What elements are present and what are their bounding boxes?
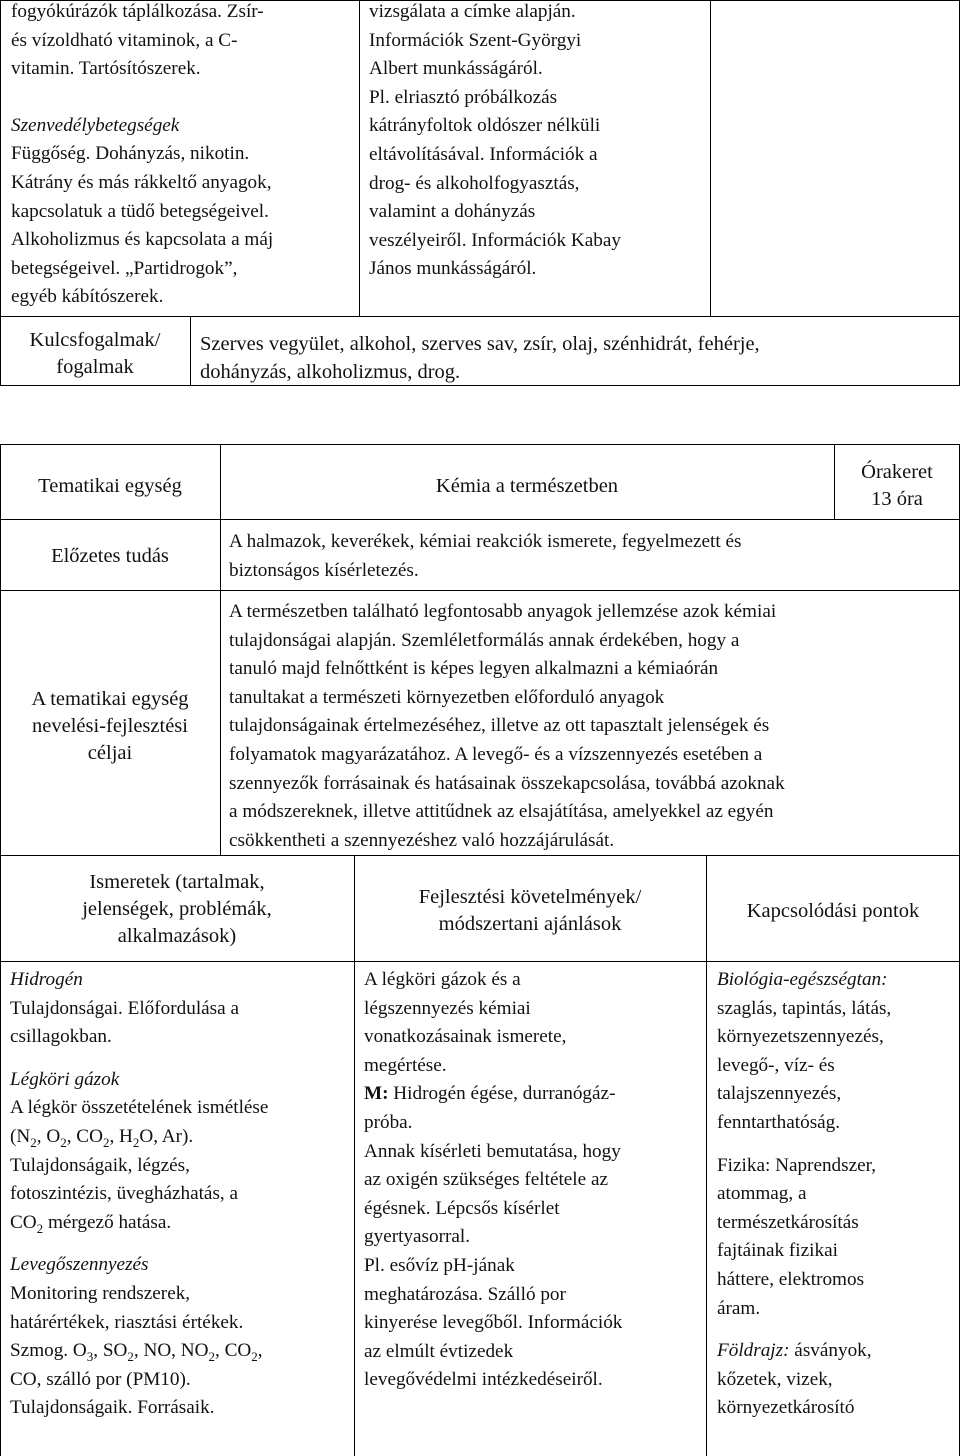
text-line: vonatkozásainak ismerete, (364, 1026, 567, 1048)
text-line: égésnek. Lépcsős kísérlet (364, 1197, 560, 1219)
table-border (0, 444, 960, 445)
prior-label: Előzetes tudás (51, 545, 169, 567)
text-line: fenntarthatóság. (717, 1111, 841, 1133)
knowledge-content (10, 966, 350, 1423)
text-line: vitamin. Tartósítószerek. (11, 58, 201, 80)
text-line: fajtáinak fizikai (717, 1240, 838, 1262)
text-line: A légköri gázok és a (364, 969, 521, 990)
column-header-connections: Kapcsolódási pontok (746, 900, 920, 922)
text-line: környezetkárosító (717, 1397, 855, 1419)
content-cell (11, 0, 356, 312)
text-line: légszennyezés kémiai (364, 997, 531, 1019)
text-line: folyamatok magyarázatához. A levegő- és a vízszennyezés esetében a (229, 743, 763, 765)
text-line: a módszereknek, illetve attitűdnek az elsajátítása, amelyekkel az egyén (229, 801, 774, 823)
text-line: Tulajdonságaik. Forrásaik. (10, 1397, 215, 1419)
label-line: nevelési-fejlesztési (32, 715, 188, 737)
text-fragment: ásványok, (789, 1340, 872, 1362)
requirements-content (364, 966, 704, 1395)
table-border (190, 316, 191, 386)
text-line: természetkárosítás (717, 1211, 859, 1233)
text-line: veszélyeiről. Információk Kabay (369, 229, 621, 251)
goals-label (0, 686, 220, 767)
header-line: Ismeretek (tartalmak, (89, 871, 265, 893)
header-line: jelenségek, problémák, (82, 898, 272, 920)
table-border (706, 855, 707, 1456)
text-line: Monitoring rendszerek, (10, 1282, 191, 1304)
text-line: csökkentheti a szennyezéshez való hozzájárulását. (229, 829, 615, 851)
keywords-label (0, 327, 190, 381)
text-line: határértékek, riasztási értékek. (10, 1311, 244, 1333)
subject-title: Biológia-egészségtan: (717, 969, 888, 990)
text-line: az oxigén szükséges feltétele az (364, 1169, 608, 1191)
text-line: kapcsolatuk a tüdő betegségeivel. (11, 200, 269, 222)
header-line: Fejlesztési követelmények/ (418, 886, 642, 908)
content-cell (369, 0, 707, 284)
unit-label: Tematikai egység (38, 475, 182, 497)
text-line: fogyókúrázók táplálkozása. Zsír- (11, 1, 264, 22)
text-line: tanultakat a természeti környezetben előforduló anyagok (229, 686, 665, 708)
text-line: Szerves vegyület, alkohol, szerves sav, zsír, olaj, szénhidrát, fehérje, (200, 333, 760, 355)
label-line: fogalmak (56, 356, 134, 378)
table-border (354, 855, 355, 1456)
text-line: Függőség. Dohányzás, nikotin. (11, 143, 250, 165)
text-line: A természetben található legfontosabb anyagok jellemzése azok kémiai (229, 601, 777, 622)
column-header-requirements (354, 884, 706, 938)
hours-box (834, 459, 960, 513)
table-border (0, 444, 1, 1456)
text-line: próba. (364, 1111, 413, 1133)
table-border (0, 590, 960, 591)
text-line: az elmúlt évtizedek (364, 1340, 514, 1362)
text-line: Információk Szent-Györgyi (369, 29, 582, 51)
text-line: eltávolításával. Információk a (369, 143, 598, 165)
text-line: drog- és alkoholfogyasztás, (369, 172, 580, 194)
text-line: szaglás, tapintás, látás, (717, 997, 892, 1019)
table-border (220, 444, 221, 856)
text-line: kátrányfoltok oldószer nélküli (369, 115, 601, 137)
text-line: biztonságos kísérletezés. (229, 559, 419, 581)
table-border (710, 0, 711, 316)
text-line: Tulajdonságaik, légzés, (10, 1154, 190, 1176)
section-title: Szenvedélybetegségek (11, 114, 180, 136)
text-line: valamint a dohányzás (369, 201, 536, 223)
text-line: környezetszennyezés, (717, 1026, 884, 1048)
method-line (364, 1080, 704, 1109)
goals-content (229, 598, 957, 855)
text-line: Annak kísérleti bemutatása, hogy (364, 1140, 621, 1162)
text-line: háttere, elektromos (717, 1268, 865, 1290)
text-line: Pl. elriasztó próbálkozás (369, 86, 558, 108)
method-text: Hidrogén égése, durranógáz- (388, 1083, 616, 1105)
section-title: Légköri gázok (10, 1068, 120, 1090)
table-border (0, 961, 960, 962)
header-line: módszertani ajánlások (438, 913, 622, 935)
text-line: talajszennyezés, (717, 1083, 842, 1105)
text-line: áram. (717, 1297, 761, 1319)
text-line: Kátrány és más rákkeltő anyagok, (11, 171, 272, 193)
connections-content (717, 966, 957, 1423)
section-title: Hidrogén (10, 969, 83, 990)
text-line: Albert munkásságáról. (369, 58, 543, 80)
prior-content (229, 528, 954, 585)
text-line: levegő-, víz- és (717, 1054, 835, 1076)
column-header-knowledge (0, 869, 354, 950)
text-line: tanuló majd felnőttként is képes legyen alkalmazni a kémiaórán (229, 658, 719, 680)
unit-title: Kémia a természetben (435, 475, 619, 497)
text-line: gyertyasorral. (364, 1226, 471, 1248)
text-line: A légkör összetételének ismétlése (10, 1097, 269, 1119)
text-line: meghatározása. Szálló por (364, 1283, 566, 1305)
method-label: M: (364, 1083, 389, 1105)
text-line: és vízoldható vitaminok, a C- (11, 29, 238, 51)
geo-line (717, 1337, 957, 1366)
table-border (0, 316, 960, 317)
text-line: atommag, a (717, 1183, 807, 1205)
text-line: A halmazok, keverékek, kémiai reakciók ismerete, fegyelmezett és (229, 531, 742, 552)
keywords-content (200, 331, 955, 386)
text-line: fotoszintézis, üvegházhatás, a (10, 1183, 239, 1205)
text-line: kinyerése levegőből. Információk (364, 1312, 623, 1334)
text-line: János munkásságáról. (369, 258, 537, 280)
text-line: betegségeivel. „Partidrogok”, (11, 257, 238, 279)
formula-line: $CO_2$ mérgező hatása. (10, 1211, 172, 1236)
text-line: vizsgálata a címke alapján. (369, 1, 576, 22)
text-line: CO, szálló por (PM10). (10, 1368, 191, 1390)
text-line: tulajdonságai alapján. Szemléletformálás annak érdekében, hogy a (229, 629, 740, 651)
text-line: dohányzás, alkoholizmus, drog. (200, 360, 461, 383)
hours-value: 13 óra (871, 488, 923, 510)
text-line: csillagokban. (10, 1026, 112, 1048)
label-line: Kulcsfogalmak/ (29, 329, 161, 351)
text-line: Fizika: Naprendszer, (717, 1154, 877, 1176)
header-line: alkalmazások) (117, 925, 237, 947)
label-line: A tematikai egység (31, 688, 189, 710)
section-title: Levegőszennyezés (10, 1254, 149, 1276)
text-line: Pl. esővíz pH-jának (364, 1254, 515, 1276)
text-line: kőzetek, vizek, (717, 1368, 833, 1390)
hours-label: Órakeret (861, 461, 933, 483)
table-border (359, 0, 360, 316)
formula-line: ($N_2$, $O_2$, $CO_2$, $H_2O$, Ar). (10, 1125, 194, 1150)
formula-line: Szmog. $O_3$, $SO_2$, NO, $NO_2$, $CO_2$, (10, 1340, 263, 1364)
text-line: szennyezők forrásainak és hatásainak összekapcsolása, továbbá azoknak (229, 772, 785, 794)
label-line: céljai (87, 742, 133, 764)
text-line: megértése. (364, 1054, 447, 1076)
text-line: levegővédelmi intézkedéseiről. (364, 1369, 603, 1391)
table-border (0, 519, 960, 520)
text-line: Alkoholizmus és kapcsolata a máj (11, 229, 274, 251)
text-line: tulajdonságainak értelmezéséhez, illetve az ott tapasztalt jelenségek és (229, 715, 770, 737)
text-line: Tulajdonságai. Előfordulása a (10, 997, 239, 1019)
subject-title: Földrajz: (717, 1340, 790, 1362)
text-line: egyéb kábítószerek. (11, 286, 164, 308)
